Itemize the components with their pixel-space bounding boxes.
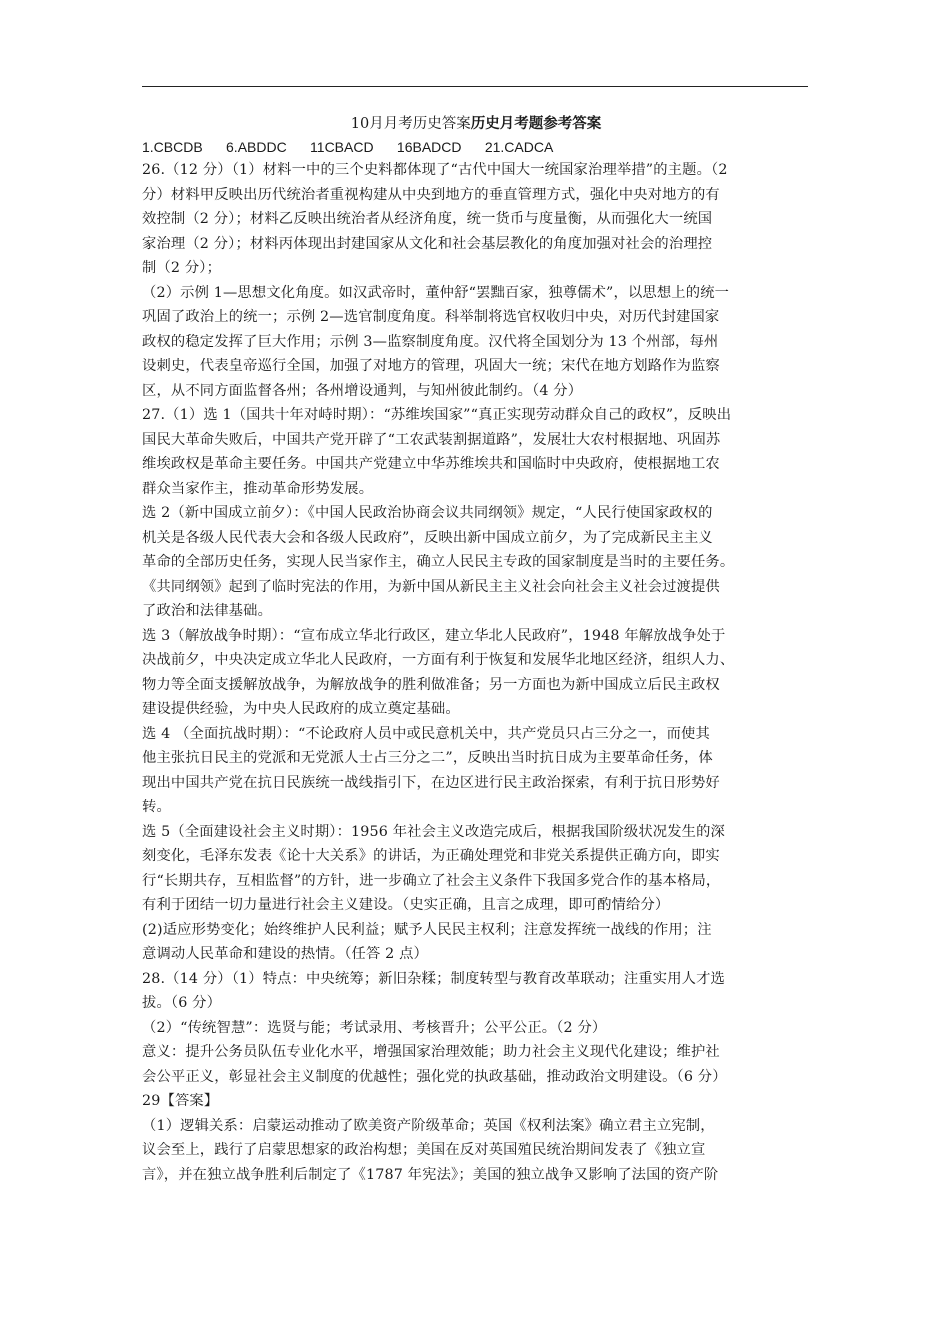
text-line: 意义：提升公务员队伍专业化水平，增强国家治理效能；助力社会主义现代化建设；维护社 <box>142 1044 720 1060</box>
text-line: 他主张抗日民主的党派和无党派人士占三分之二”，反映出当时抗日成为主要革命任务，体 <box>142 750 713 766</box>
text-line: 建设提供经验，为中央人民政府的成立奠定基础。 <box>142 701 460 717</box>
text-line: 维埃政权是革命主要任务。中国共产党建立中华苏维埃共和国临时中央政府，使根据地工农 <box>142 456 720 472</box>
text-line: 拔。（6 分） <box>142 995 222 1011</box>
text-line: 会公平正义，彰显社会主义制度的优越性；强化党的执政基础，推动政治文明建设。（6 分） <box>142 1068 727 1085</box>
text-line: 26.（12 分）（1）材料一中的三个史料都体现了“古代中国大一统国家治理举措”的主题。（2 <box>142 162 728 178</box>
text-line: 选 3（解放战争时期）：“宣布成立华北行政区，建立华北人民政府”，1948 年解放战争处于 <box>142 627 726 644</box>
text-line: 决战前夕，中央决定成立华北人民政府，一方面有利于恢复和发展华北地区经济，组织人力、 <box>142 652 735 668</box>
text-line: 革命的全部历史任务，实现人民当家作主，确立人民民主专政的国家制度是当时的主要任务。 <box>142 554 735 570</box>
text-line: 选 4 （全面抗战时期）：“不论政府人员中或民意机关中，共产党员只占三分之一，而使其 <box>142 725 710 742</box>
header-rule <box>142 86 808 87</box>
text-line: 意调动人民革命和建设的热情。（任答 2 点） <box>142 946 428 962</box>
text-line: 行“长期共存，互相监督”的方针，进一步确立了社会主义条件下我国多党合作的基本格局， <box>142 872 721 889</box>
text-line: 27.（1）选 1（国共十年对峙时期）：“苏维埃国家”“真正实现劳动群众自己的政权”，反映出 <box>142 407 732 423</box>
title-plain: 10月月考历史答案 <box>350 116 471 132</box>
text-line: 28.（14 分）（1）特点：中央统筹；新旧杂糅；制度转型与教育改革联动；注重实用人才选 <box>142 970 725 987</box>
choice-answers: 1.CBCDB 6.ABDDC 11CBACD 16BADCD 21.CADCA <box>142 139 554 155</box>
text-line: 转。 <box>142 799 171 815</box>
page-title <box>142 112 810 136</box>
document-body <box>142 112 810 1187</box>
text-line: 巩固了政治上的统一；示例 2—选官制度角度。科举制将选官权收归中央，对历代封建国家 <box>142 309 720 325</box>
text-line: 物力等全面支援解放战争，为解放战争的胜利做准备；另一方面也为新中国成立后民主政权 <box>142 676 720 693</box>
text-line: （2）示例 1—思想文化角度。如汉武帝时，董仲舒“罢黜百家，独尊儒术”，以思想上的统一 <box>142 284 730 301</box>
text-line: 刻变化，毛泽东发表《论十大关系》的讲话，为正确处理党和非党关系提供正确方向，即实 <box>142 848 720 864</box>
text-line: 《共同纲领》起到了临时宪法的作用，为新中国从新民主主义社会向社会主义社会过渡提供 <box>142 578 720 595</box>
text-line: 选 2（新中国成立前夕）：《中国人民政治协商会议共同纲领》规定，“人民行使国家政权的 <box>142 505 713 521</box>
text-line: （2）“传统智慧”：选贤与能；考试录用、考核晋升；公平公正。（2 分） <box>142 1019 607 1036</box>
text-line: 言》，并在独立战争胜利后制定了《1787 年宪法》；美国的独立战争又影响了法国的资产阶 <box>142 1166 719 1183</box>
text-line: 29【答案】 <box>142 1093 219 1109</box>
text-line: 设刺史，代表皇帝巡行全国，加强了对地方的管理，巩固大一统；宋代在地方划路作为监察 <box>142 358 720 374</box>
text-line: （1）逻辑关系：启蒙运动推动了欧美资产阶级革命；英国《权利法案》确立君主立宪制， <box>142 1117 715 1134</box>
text-line: 家治理（2 分）；材料丙体现出封建国家从文化和社会基层教化的角度加强对社会的治理控 <box>142 235 713 252</box>
text-line: 选 5（全面建设社会主义时期）：1956 年社会主义改造完成后，根据我国阶级状况发生的深 <box>142 823 725 840</box>
text-line: 机关是各级人民代表大会和各级人民政府”，反映出新中国成立前夕，为了完成新民主主义 <box>142 529 713 546</box>
title-bold: 历史月考题参考答案 <box>470 115 602 132</box>
text-line: 了政治和法律基础。 <box>142 603 273 619</box>
text-line: 效控制（2 分）；材料乙反映出统治者从经济角度，统一货币与度量衡，从而强化大一统国 <box>142 211 713 227</box>
text-line: 现出中国共产党在抗日民族统一战线指引下，在边区进行民主政治探索，有利于抗日形势好 <box>142 774 720 791</box>
text-line: 群众当家作主，推动革命形势发展。 <box>142 480 374 497</box>
text-line: 有利于团结一切力量进行社会主义建设。（史实正确，且言之成理，即可酌情给分） <box>142 897 670 913</box>
answer-text <box>142 158 810 1187</box>
text-line: 区，从不同方面监督各州；各州增设通判，与知州彼此制约。（4 分） <box>142 382 583 399</box>
text-line: 国民大革命失败后，中国共产党开辟了“工农武装割据道路”，发展壮大农村根据地、巩固苏 <box>142 431 721 448</box>
text-line: 议会至上，践行了启蒙思想家的政治构想；美国在反对英国殖民统治期间发表了《独立宣 <box>142 1142 706 1158</box>
text-line: 政权的稳定发挥了巨大作用；示例 3—监察制度角度。汉代将全国划分为 13 个州部，每州 <box>142 333 719 350</box>
text-line: 制（2 分）； <box>142 260 222 276</box>
text-line: (2)适应形势变化；始终维护人民利益；赋予人民民主权利；注意发挥统一战线的作用；注 <box>142 921 712 938</box>
text-line: 分）材料甲反映出历代统治者重视构建从中央到地方的垂直管理方式，强化中央对地方的有 <box>142 186 720 203</box>
